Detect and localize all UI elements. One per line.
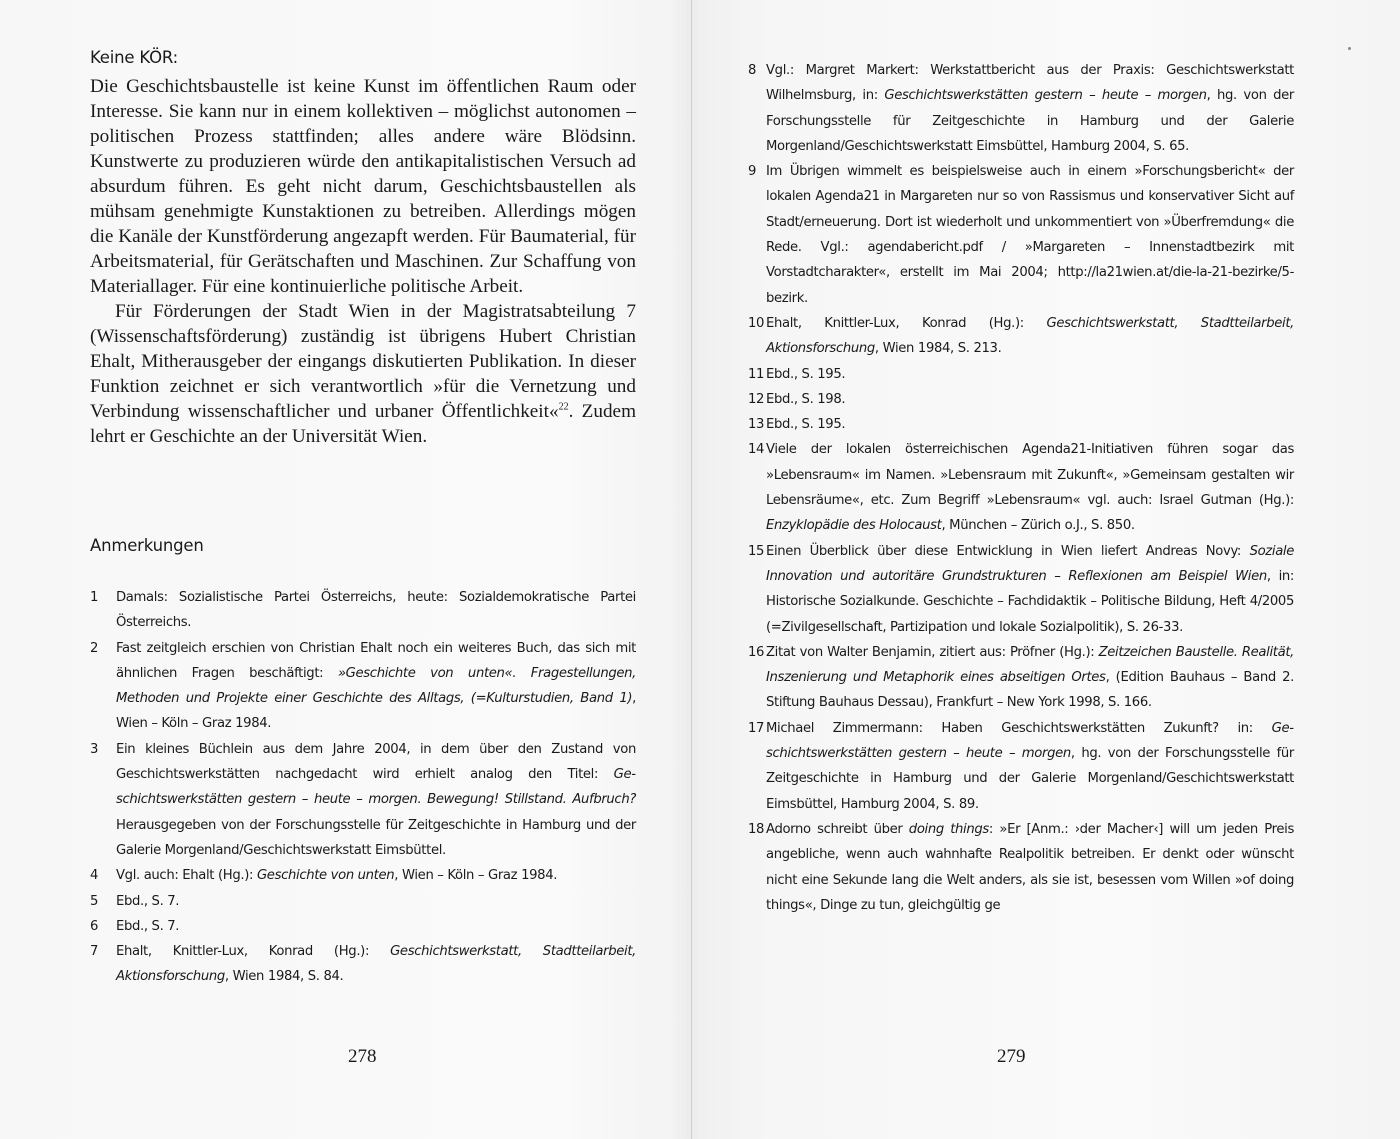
footnote-text (766, 311, 1294, 362)
footnote-italic-title: Geschichtswerkstätten gestern – heute – morgen. Bewegung! Stillstand. Aufbruch? (116, 767, 636, 808)
footnote-number: 16 (748, 644, 765, 660)
footnote-text-part: Zitat von Walter Benjamin, zitiert aus: Pröfner (Hg.): (766, 644, 1099, 660)
footnote-number: 6 (90, 918, 99, 934)
footnote-italic-title: Zeitzeichen Baustelle. Realität, Inszenierung und Metaphorik eines abseitigen Ortes (766, 644, 1294, 686)
footnote-italic-title: Geschichtswerkstätten gestern – heute – morgen (884, 88, 1207, 104)
footnote-text-part: Ehalt, Knittler-Lux, Konrad (Hg.): (766, 315, 1047, 331)
footnote-text-part: Ebd., S. 7. (116, 918, 180, 934)
footnote-item (90, 863, 636, 888)
footnote-text-part: Ehalt, Knittler-Lux, Konrad (Hg.): (116, 944, 391, 960)
footnote-text-part: Adorno schreibt über (766, 821, 909, 837)
body-paragraph-2-tail: . Zudem lehrt er Geschichte an der Universität Wien. (90, 401, 636, 447)
footnote-text-part: Herausgegeben von der Forschungsstelle für Zeitgeschichte in Hamburg und der Galerie Morgenland/Geschichtswerkstatt Eimsbüttel. (116, 817, 636, 858)
footnote-number: 14 (748, 442, 765, 458)
footnote-text-part: , hg. von der Forschungsstelle für Zeitgeschichte in Hamburg und der Galerie Morgenland/Geschichtswerkstatt Eimsbüttel, Hamburg 2004, S. 89. (766, 746, 1294, 812)
footnote-text-part: Damals: Sozialistische Partei Österreichs, heute: Sozialdemokratische Partei Österreichs. (116, 590, 636, 631)
footnote-number: 9 (748, 164, 757, 180)
footnote-item (748, 539, 1294, 640)
notes-list-left (90, 585, 636, 990)
footnote-text (116, 914, 636, 939)
footnote-text-part: , (Edition Bauhaus – Band 2. Stiftung Bauhaus Dessau), Frankfurt – New York 1998, S. 166. (766, 670, 1294, 711)
footnote-text-part: Ebd., S. 195. (766, 366, 846, 382)
footnote-text-part: Michael Zimmermann: Haben Geschichtswerkstätten Zukunft? in: (766, 720, 1272, 736)
footnote-italic-title: Geschichtswerkstatt, Stadtteilarbeit, Aktionsforschung (116, 944, 636, 985)
footnote-text-part: , Wien – Köln – Graz 1984. (116, 691, 636, 732)
footnote-number: 7 (90, 944, 99, 960)
footnote-text-part: Vgl.: Margret Markert: Werkstattbericht aus der Praxis: Geschichtswerkstatt Wilhelmsburg, in: (766, 63, 1294, 104)
footnote-italic-title: Geschichtswerkstätten gestern – heute – morgen (766, 720, 1294, 762)
footnote-text-part: Viele der lokalen österreichischen Agenda21-Initiativen führen sogar das »Lebensraum« im Namen. »Lebensraum mit Zukunft«, »Gemeinsam gestalten wir Lebensräume«, etc. Zum Begriff »Lebensraum« vgl. auch: Israel Gutman (Hg.): (766, 442, 1294, 509)
footnote-text (766, 159, 1294, 311)
footnote-item (748, 817, 1294, 918)
footnote-text-part: , Wien – Köln – Graz 1984. (394, 868, 558, 884)
footnote-text-part: Ebd., S. 7. (116, 893, 180, 909)
footnote-text-part: , Wien 1984, S. 213. (874, 341, 1002, 357)
footnote-text (766, 539, 1294, 640)
footnote-text (116, 863, 636, 888)
footnote-text (766, 437, 1294, 538)
footnote-number: 4 (90, 868, 99, 884)
footnote-item (90, 889, 636, 914)
footnote-item (748, 362, 1294, 387)
left-page (0, 0, 691, 1139)
footnote-text (766, 640, 1294, 716)
footnote-item (90, 737, 636, 863)
footnote-text (116, 889, 636, 914)
body-text (90, 48, 636, 449)
footnote-italic-title: Enzyklopädie des Holocaust (766, 518, 942, 534)
footnote-text (116, 585, 636, 636)
footnote-reference[interactable]: 22 (558, 401, 569, 413)
footnote-italic-title: »Geschichte von unten«. Fragestellungen, Methoden und Projekte einer Geschichte des Alltags, (=Kulturstudien, Band 1) (116, 665, 636, 707)
footnote-number: 8 (748, 63, 757, 78)
scan-speck (1348, 47, 1351, 50)
footnote-text-part: , München – Zürich o.J., S. 850. (941, 518, 1135, 534)
footnote-item (90, 585, 636, 636)
page-number-right: 279 (997, 1046, 1026, 1067)
notes-heading: Anmerkungen (90, 536, 204, 555)
footnote-italic-title: Geschichte von unten (256, 868, 395, 884)
footnote-item (90, 636, 636, 737)
footnote-text-part: Ebd., S. 195. (766, 417, 846, 433)
footnote-text (766, 412, 1294, 437)
footnote-text-part: Fast zeitgleich erschien von Christian Ehalt noch ein weiteres Buch, das sich mit ähnlichen Fragen beschäftigt: (116, 640, 636, 681)
footnote-number: 5 (90, 893, 99, 909)
footnote-number: 3 (90, 741, 99, 757)
footnote-italic-title: doing things (908, 821, 989, 837)
footnote-text (116, 939, 636, 990)
footnote-text (766, 387, 1294, 412)
footnote-text-part: Ein kleines Büchlein aus dem Jahre 2004, in dem über den Zustand von Geschichtswerkstätten nachgedacht wird erhielt analog den Titel: (116, 741, 636, 783)
section-label: Keine KÖR: (90, 48, 179, 67)
body-paragraph-2-text: Für Förderungen der Stadt Wien in der Magistratsabteilung 7 (Wissenschaftsförderung) zuständig ist übrigens Hubert Christian Ehalt, Mitherausgeber der eingangs diskutierten Publikation. In dieser Funktion zeichnet er sich verantwortlich »für die Vernetzung und Verbindung wissenschaftlicher und urbaner Öffentlichkeit« (90, 301, 636, 422)
right-page (692, 0, 1400, 1139)
footnote-text-part: Im Übrigen wimmelt es beispielsweise auch in einem »Forschungsbericht« der lokalen Agenda21 in Margareten nur so von Rassismus und konservativer Sicht auf Stadt/erneuerung. Dort ist wiederholt und unkommentiert von »Überfremdung« die Rede. Vgl.: agendabericht.pdf / »Margareten – Innenstadtbezirk mit Vorstadtcharakter«, erstellt im Mai 2004; http://la21wien.at/die-la-21-bezirke/5-bezirk. (766, 164, 1294, 306)
footnote-item (748, 716, 1294, 817)
footnote-item (748, 412, 1294, 437)
footnote-text (116, 737, 636, 863)
body-paragraph-2 (90, 299, 636, 449)
footnote-number: 17 (748, 720, 765, 736)
footnote-text-part: , hg. von der Forschungsstelle für Zeitgeschichte in Hamburg und der Galerie Morgenland/Geschichtswerkstatt Eimsbüttel, Hamburg 2004, S. 65. (766, 88, 1294, 154)
footnote-item (748, 437, 1294, 538)
footnote-text-part: , in: Historische Sozialkunde. Geschichte – Fachdidaktik – Politische Bildung, Heft 4/2005 (=Zivilgesellschaft, Partizipation und lokale Sozialpolitik), S. 26-33. (766, 568, 1294, 635)
footnote-text-part: Einen Überblick über diese Entwicklung in Wien liefert Andreas Novy: (766, 543, 1250, 559)
footnote-item (748, 159, 1294, 311)
footnote-number: 13 (748, 417, 765, 433)
footnote-text (766, 716, 1294, 817)
footnote-text-part: , Wien 1984, S. 84. (224, 969, 344, 985)
footnote-italic-title: Soziale Innovation und autoritäre Grundstrukturen – Reflexionen am Beispiel Wien (766, 543, 1294, 584)
footnote-number: 2 (90, 640, 99, 656)
footnote-item (748, 58, 1294, 159)
footnote-item (748, 387, 1294, 412)
footnote-number: 15 (748, 543, 765, 559)
footnote-item (90, 939, 636, 990)
footnote-text (116, 636, 636, 737)
page-number-left: 278 (348, 1046, 377, 1067)
footnote-number: 11 (748, 366, 765, 382)
footnote-text (766, 817, 1294, 918)
footnote-item (90, 914, 636, 939)
footnote-number: 10 (748, 315, 765, 331)
footnote-text-part: Vgl. auch: Ehalt (Hg.): (116, 868, 257, 884)
notes-list-right (748, 58, 1294, 918)
footnote-text (766, 362, 1294, 387)
footnote-item (748, 311, 1294, 362)
body-paragraph-1: Die Geschichtsbaustelle ist keine Kunst im öffentlichen Raum oder Interesse. Sie kann nur in einem kollektiven – möglichst autonomen – politischen Prozess stattfinden; alles andere wäre Blödsinn. Kunstwerte zu produzieren würde den antikapitalistischen Versuch ad absurdum führen. Es geht nicht darum, Geschichtsbaustellen als mühsam genehmigte Kunstaktionen zu betreiben. Allerdings mögen die Kanäle der Kunstförderung angezapft werden. Für Baumaterial, für Arbeitsmaterial, für Gerätschaften und Maschinen. Zur Schaffung von Materiallager. Für eine kontinuierliche politische Arbeit. (90, 76, 636, 297)
footnote-number: 18 (748, 821, 765, 837)
footnote-item (748, 640, 1294, 716)
footnote-number: 12 (748, 391, 765, 407)
footnote-text (766, 58, 1294, 159)
footnote-text-part: : »Er [Anm.: ›der Macher‹] will um jeden Preis angebliche, wenn auch wahnhafte Realpolitik betreiben. Er denkt oder wünscht nicht eine Sekunde lang die Welt anders, als sie ist, besessen vom Willen »of doing things«, Dinge zu tun, gleichgültig ge (766, 821, 1294, 913)
footnote-number: 1 (90, 590, 99, 605)
footnote-text-part: Ebd., S. 198. (766, 391, 846, 407)
footnote-italic-title: Geschichtswerkstatt, Stadtteilarbeit, Aktionsforschung (766, 315, 1294, 357)
